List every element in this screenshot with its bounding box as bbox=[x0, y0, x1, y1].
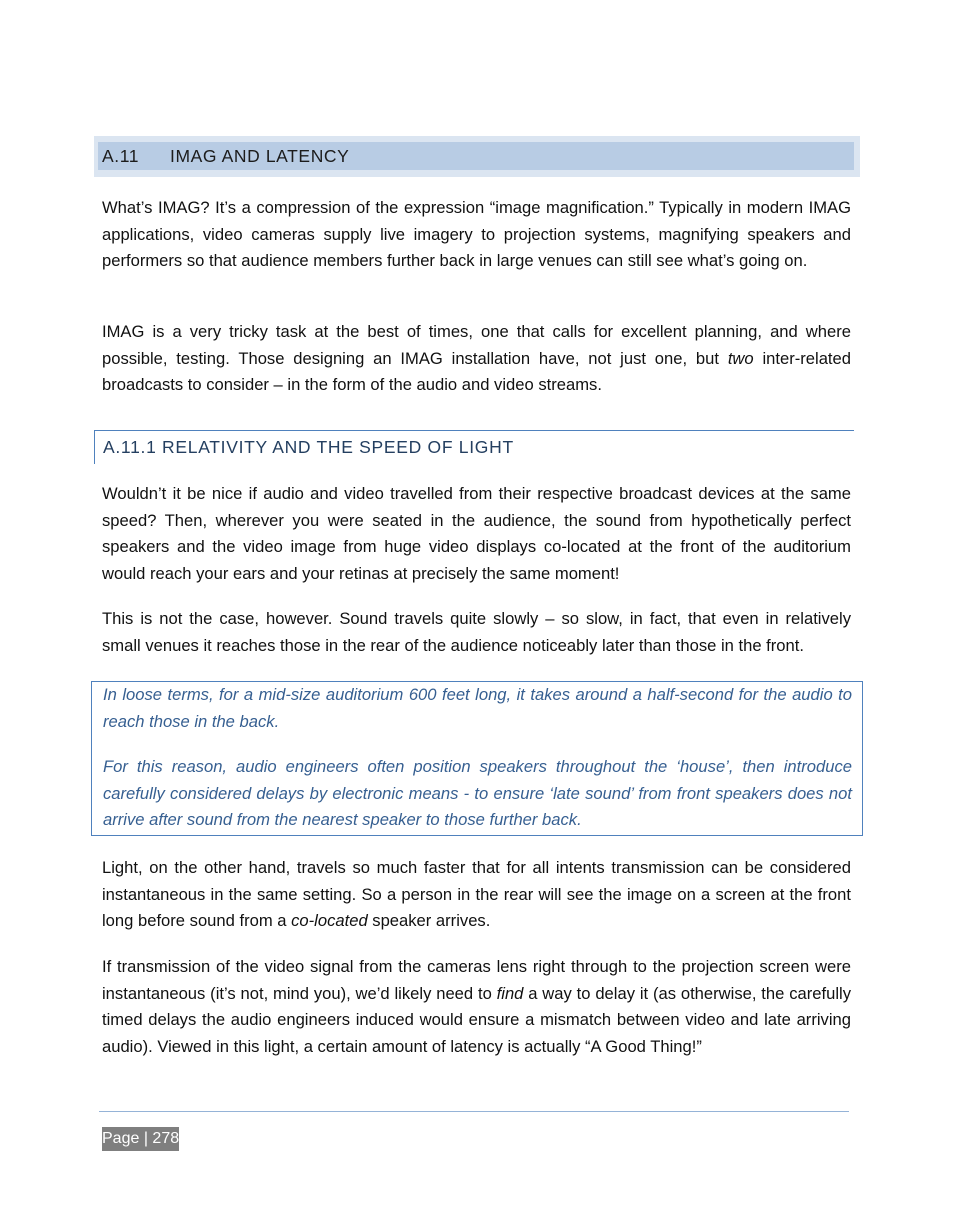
subsection-paragraph-1: Wouldn’t it be nice if audio and video travelled from their respective broadcast devices at the same speed? Then, wherever you were seated in the audience, the sound from hypothetically perfect speakers and the video image from huge video displays co-located at the front of the auditorium would reach your ears and your retinas at precisely the same moment! bbox=[102, 484, 851, 583]
intro-paragraph-1: What’s IMAG? It’s a compression of the expression “image magnification.” Typically in modern IMAG applications, video cameras supply live imagery to projection systems, magnifying speakers and performers so that audience members further back in large venues can still see what’s going on. bbox=[102, 198, 851, 271]
intro-paragraph-2-emphasis: two bbox=[727, 348, 754, 368]
body-paragraph-3-emphasis: co-located bbox=[291, 911, 368, 931]
body-paragraph-3 bbox=[102, 855, 851, 935]
callout-paragraph-2: For this reason, audio engineers often position speakers throughout the ‘house’, then introduce carefully considered delays by electronic means - to ensure ‘late sound’ from front speakers does not arrive after sound from the nearest speaker to those further back. bbox=[103, 757, 852, 830]
intro-paragraph-2-text-a: IMAG is a very tricky task at the best of times, one that calls for excellent planning, and where possible, testing. Those designing an IMAG installation have, not just one, but bbox=[102, 322, 851, 368]
body-paragraph-4-text-a: If transmission of the video signal from the cameras lens right through to the projection screen were instantaneous (it’s not, mind you), we’d likely need to bbox=[102, 957, 851, 1003]
body-paragraph-3-text-a: Light, on the other hand, travels so much faster that for all intents transmission can be considered instantaneous in the same setting. So a person in the rear will see the image on a screen at the front long before sound from a bbox=[102, 858, 851, 931]
section-heading-band bbox=[94, 136, 860, 177]
page-number: Page | 278 bbox=[102, 1127, 179, 1151]
subsection-paragraph-2: This is not the case, however. Sound travels quite slowly – so slow, in fact, that even in relatively small venues it reaches those in the rear of the audience noticeably later than those in the front. bbox=[102, 609, 851, 655]
callout-paragraph-1: In loose terms, for a mid-size auditorium 600 feet long, it takes around a half-second for the audio to reach those in the back. bbox=[103, 685, 852, 731]
section-title: IMAG AND LATENCY bbox=[170, 146, 350, 166]
footer-rule bbox=[99, 1111, 849, 1112]
subsection-heading: A.11.1 RELATIVITY AND THE SPEED OF LIGHT bbox=[94, 430, 854, 464]
body-paragraph-4 bbox=[102, 954, 851, 1060]
body-paragraph-4-text-b: a way to delay it (as otherwise, the carefully timed delays the audio engineers induced would ensure a mismatch between video and late arriving audio). Viewed in this light, a certain amount of latency is actually “A Good Thing!” bbox=[102, 983, 851, 1056]
body-paragraph-4-emphasis: find bbox=[496, 983, 524, 1003]
intro-paragraph-2 bbox=[102, 319, 851, 399]
section-number: A.11 bbox=[102, 146, 140, 166]
body-paragraph-3-text-b: speaker arrives. bbox=[367, 911, 491, 931]
callout-box bbox=[91, 681, 863, 836]
section-heading bbox=[98, 142, 854, 170]
intro-paragraph-2-text-b: inter-related broadcasts to consider – in the form of the audio and video streams. bbox=[102, 348, 852, 395]
